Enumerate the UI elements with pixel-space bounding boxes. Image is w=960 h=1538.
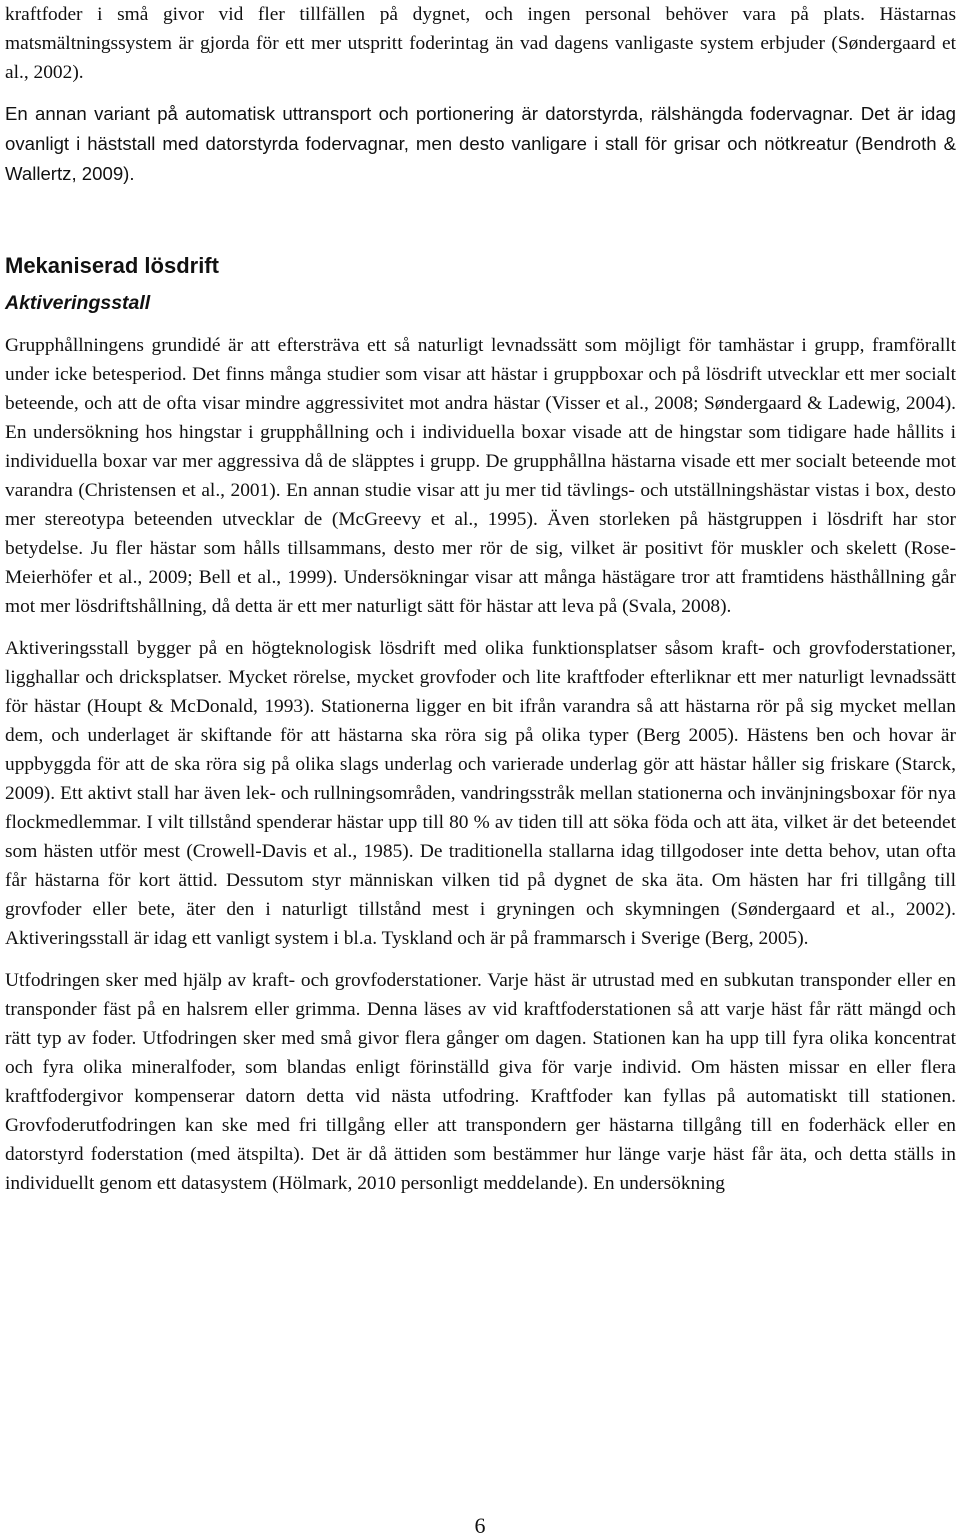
rail-wagon-paragraph — [5, 99, 956, 189]
rail-wagon-sentence-1: En annan variant på automatisk uttransport och portionering är datorstyrda, rälshängda fodervagnar. — [5, 103, 854, 125]
rail-wagon-sentence-2: Det är idag ovanligt i häststall med datorstyrda fodervagnar, men desto vanligare i stall för grisar och nötkreatur (Bendroth & Wallertz, 2009). — [5, 103, 956, 185]
subsection-heading: Aktiveringsstall — [5, 291, 151, 314]
page-number: 6 — [474, 1513, 486, 1538]
group-housing-paragraph: Grupphållningens grundidé är att eftersträva ett så naturligt levnadssätt som möjligt för tamhästar i grupp, framförallt under icke betesperiod. Det finns många studier som visar att hästar i gruppboxar och på lösdrift utvecklar ett mer socialt beteende, och att de ofta visar mindre aggressivitet mot andra hästar (Visser et al., 2008; Søndergaard & Ladewig, 2004). En undersökning hos hingstar i grupphållning och i individuella boxar visade att de hingstar som tidigare hade hållits i individuella boxar var mer aggressiva då de släpptes i grupp. De grupphållna hästarna visade ett mer socialt beteende mot varandra (Christensen et al., 2001). En annan studie visar att ju mer tid tävlings- och utställningshästar vistas i box, desto mer stereotypa beteenden utvecklar de (McGreevy et al., 1995). Även storleken på hästgruppen i lösdrift har stor betydelse. Ju fler hästar som hålls tillsammans, desto mer rör de sig, vilket är positivt för muskler och skelett (Rose-Meierhöfer et al., 2009; Bell et al., 1999). Undersökningar visar att många hästägare tror att framtidens hästhållning går mot mer lösdriftshållning, då detta är ett mer naturligt sätt för hästar att leva på (Svala, 2008). — [5, 334, 956, 618]
intro-paragraph: kraftfoder i små givor vid fler tillfällen på dygnet, och ingen personal behöver vara på plats. Hästarnas matsmältningssystem är gjorda för ett mer utspritt foderintag än vad dagens vanligaste system erbjuder (Søndergaard et al., 2002). — [5, 4, 956, 84]
document-page — [5, 0, 956, 1198]
feeding-paragraph: Utfodringen sker med hjälp av kraft- och grovfoderstationer. Varje häst är utrustad med en subkutan transponder eller en transponder fäst på en halsrem eller grimma. Denna läses av vid kraftfoderstationen så att varje häst får rätt mängd och rätt typ av foder. Utfodringen sker med små givor flera gånger om dagen. Stationen kan ha upp till fyra olika koncentrat och fyra olika mineralfoder, som blandas enligt förinställd giva för varje individ. Om hästen missar en eller flera kraftfodergivor kompenserar datorn detta vid nästa utfodring. Kraftfoder kan fyllas på automatiskt till stationen. Grovfoderutfodringen kan ske med fri tillgång eller att transpondern ger hästarna tillgång till en foderhäck eller en datorstyrd foderstation (med ätspilta). Det är då ättiden som bestämmer hur länge varje häst får äta, och detta ställs in individuellt genom ett datasystem (Hölmark, 2010 personligt meddelande). En undersökning — [5, 969, 956, 1195]
section-heading: Mekaniserad lösdrift — [5, 252, 219, 278]
activation-stable-paragraph: Aktiveringsstall bygger på en högteknologisk lösdrift med olika funktionsplatser såsom kraft- och grovfoderstationer, ligghallar och dricksplatser. Mycket rörelse, mycket grovfoder och lite kraftfoder efterliknar ett mer naturligt levnadssätt för hästar (Houpt & McDonald, 1993). Stationerna ligger en bit ifrån varandra så att hästarna rör på sig mycket mellan dem, och underlaget är skiftande för att hästarna ska röra sig på olika typer (Berg 2005). Hästens ben och hovar är uppbyggda för att de ska röra sig på olika slags underlag och varierade underlag gör att hästar håller sig friskare (Starck, 2009). Ett aktivt stall har även lek- och rullningsområden, vandringsstråk mellan stationerna och invänjningsboxar för nya flockmedlemmar. I vilt tillstånd spenderar hästar upp till 80 % av tiden till att söka föda och att äta, vilket är det beteendet som hästen utför mest (Crowell-Davis et al., 1985). De traditionella stallarna idag tillgodoser inte detta behov, utan ofta får hästarna för kort ättid. Dessutom styr människan vilken tid på dygnet de ska äta. Om hästen har fri tillgång till grovfoder eller bete, äter den i naturligt tillstånd mest i gryningen och skymningen (Søndergaard et al., 2002). Aktiveringsstall är idag ett vanligt system i bl.a. Tyskland och är på frammarsch i Sverige (Berg, 2005). — [5, 637, 956, 950]
